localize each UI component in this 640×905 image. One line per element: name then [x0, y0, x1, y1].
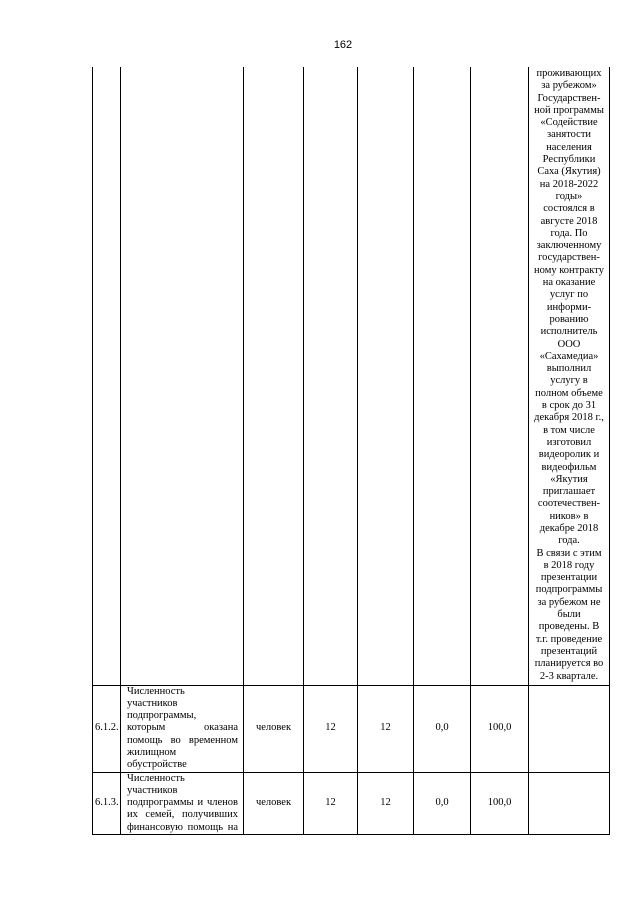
row-number-cell	[93, 67, 121, 685]
indicator-name: Численность участников подпрограммы и членов их семей, получивших финансовую помощь на	[121, 772, 244, 834]
page-number: 162	[333, 39, 353, 51]
percent-value: 100,0	[471, 685, 529, 772]
indicator-cell	[121, 67, 244, 685]
row-number: 6.1.2.	[93, 685, 121, 772]
plan-value-cell	[304, 67, 358, 685]
report-table	[92, 67, 610, 835]
table-row	[93, 772, 610, 834]
percent-value-cell	[471, 67, 529, 685]
deviation-value: 0,0	[414, 772, 471, 834]
row-number: 6.1.3.	[93, 772, 121, 834]
fact-value-cell	[358, 67, 414, 685]
plan-value: 12	[304, 772, 358, 834]
note-text	[529, 685, 610, 772]
unit: человек	[244, 685, 304, 772]
indicator-name: Численность участников подпрограммы, которым оказана помощь во временном жилищном обустройстве	[121, 685, 244, 772]
fact-value: 12	[358, 772, 414, 834]
note-text: проживающих за рубежом» Государствен- ной программы «Содействие занятости населения Республики Саха (Якутия) на 2018-2022 годы» состоялся в августе 2018 года. По заключенному государствен- ному контракту на оказание услуг по информи- рованию исполнитель ООО «Сахамедиа» выполнил услугу в полном объеме в срок до 31 декабря 2018 г., в том числе изготовил видеоролик и видеофильм «Якутия приглашает соотечествен- ников» в декабре 2018 года. В связи с этим в 2018 году презентации подпрограммы за рубежом не были проведены. В т.г. проведение презентаций планируется во 2-3 квартале.	[529, 67, 610, 685]
percent-value: 100,0	[471, 772, 529, 834]
note-text	[529, 772, 610, 834]
table-row-continued	[93, 67, 610, 685]
deviation-value-cell	[414, 67, 471, 685]
fact-value: 12	[358, 685, 414, 772]
unit-cell	[244, 67, 304, 685]
table-row	[93, 685, 610, 772]
unit: человек	[244, 772, 304, 834]
deviation-value: 0,0	[414, 685, 471, 772]
plan-value: 12	[304, 685, 358, 772]
